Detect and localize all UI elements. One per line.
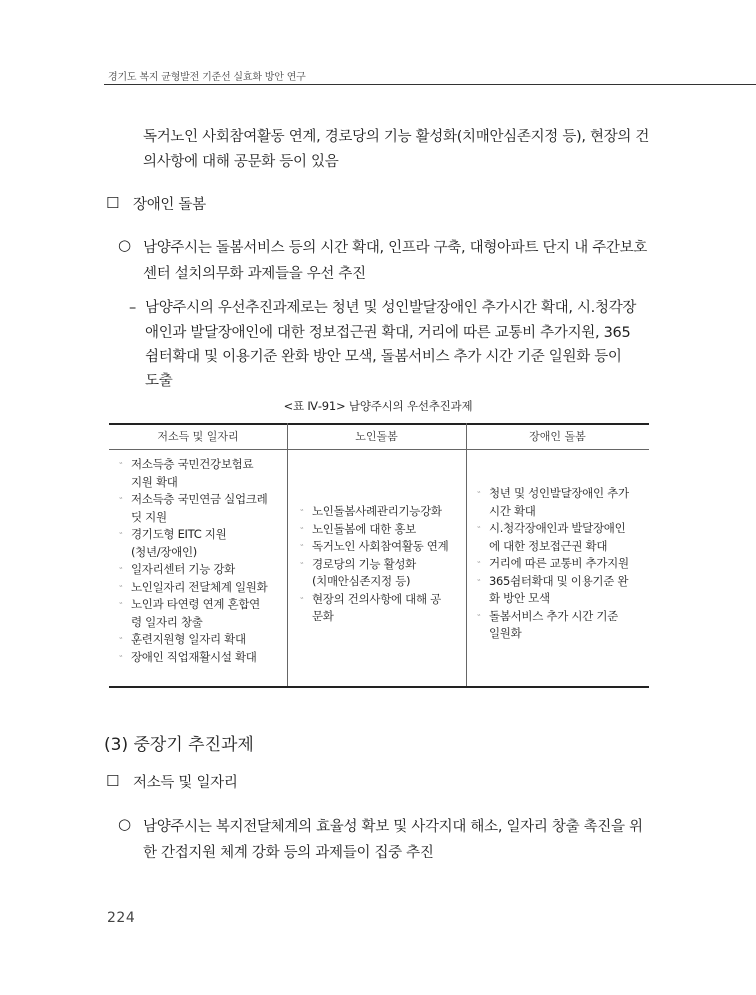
table-cell-line: 문화 — [312, 609, 334, 623]
bullet-mark-icon: ᆢ — [298, 593, 305, 603]
table-cell-line: 딧 지원 — [131, 509, 167, 524]
table-cell-text: 노인돌봄사례관리기능강화 — [312, 504, 442, 518]
table-header-rule — [109, 449, 649, 450]
bullet-mark-icon: ᆢ — [475, 488, 482, 497]
table-cell-text: 저소득층 국민건강보험료 — [131, 457, 254, 471]
dash-bullet-icon: – — [129, 300, 136, 316]
table-cell-line — [475, 555, 629, 572]
table-cell-line — [117, 631, 246, 648]
table-cell-line: 화 방안 모색 — [489, 591, 550, 605]
table-cell-text: 시.청각장애인과 발달장애인 — [489, 521, 626, 535]
page-number: 224 — [107, 910, 136, 926]
section-heading-low-income: 저소득 및 일자리 — [133, 775, 238, 791]
table-top-rule — [109, 423, 649, 425]
table-cell-line — [298, 503, 442, 520]
bullet-mark-icon: ᆢ — [117, 529, 124, 538]
intro-line: 의사항에 대해 공문화 등이 있음 — [143, 154, 339, 170]
table-header-cell: 노인돌봄 — [355, 430, 398, 443]
paragraph-line: 센터 설치의무화 과제들을 우선 추진 — [143, 266, 366, 282]
table-cell-text: 장애인 직업재활시설 확대 — [131, 649, 257, 664]
table-caption: <표 Ⅳ-91> 남양주시의 우선추진과제 — [283, 399, 473, 413]
table-cell-line — [117, 526, 227, 543]
table-cell-line: 령 일자리 창출 — [131, 614, 203, 629]
paragraph-line: 남양주시는 복지전달체계의 효율성 확보 및 사각지대 해소, 일자리 창출 촉진을 위 — [143, 819, 643, 835]
paragraph-line: 애인과 발달장애인에 대한 정보접근권 확대, 거리에 따른 교통비 추가지원, 365 — [145, 325, 631, 341]
table-cell-text: 저소득층 국민연금 실업크레 — [131, 492, 268, 506]
table-cell-line: (치매안심존지정 등) — [312, 574, 411, 588]
section-title-midterm: (3) 중장기 추진과제 — [104, 735, 254, 755]
bullet-mark-icon: ᆢ — [117, 494, 124, 503]
table-cell-line — [117, 649, 257, 666]
bullet-mark-icon: ᆢ — [117, 599, 124, 608]
table-column-divider — [466, 423, 467, 686]
table-cell-line: (청년/장애인) — [131, 544, 197, 559]
table-cell-text: 돌봄서비스 추가 시간 기준 — [489, 608, 618, 623]
bullet-mark-icon: ᆢ — [298, 523, 305, 533]
bullet-mark-icon: ᆢ — [475, 575, 482, 585]
paragraph-line: 도출 — [145, 373, 173, 389]
table-cell-text: 경로당의 기능 활성화 — [312, 556, 416, 571]
bullet-mark-icon: ᆢ — [475, 610, 482, 620]
table-cell-line — [475, 520, 626, 537]
header-rule — [104, 84, 756, 85]
intro-line: 독거노인 사회참여활동 연계, 경로당의 기능 활성화(치매안심존지정 등), 현장의 건 — [143, 129, 650, 145]
paragraph-line: 한 간접지원 체계 강화 등의 과제들이 집중 추진 — [143, 845, 434, 861]
table-cell-line — [475, 608, 618, 625]
table-cell-line — [117, 491, 268, 508]
table-column-divider — [287, 423, 288, 686]
table-cell-text: 거리에 따른 교통비 추가지원 — [489, 556, 629, 570]
table-cell-line — [117, 579, 268, 596]
table-cell-line — [298, 556, 416, 573]
bullet-mark-icon: ᆢ — [298, 558, 305, 568]
table-cell-line — [117, 456, 254, 473]
table-cell-line — [298, 521, 416, 538]
circle-bullet-icon: ○ — [118, 236, 132, 254]
section-heading-disabled-care: 장애인 돌봄 — [133, 197, 206, 213]
paragraph-line: 남양주시는 돌봄서비스 등의 시간 확대, 인프라 구축, 대형아파트 단지 내 주간보호 — [143, 240, 648, 256]
table-cell-text: 365쉼터확대 및 이용기준 완 — [489, 573, 629, 588]
running-header: 경기도 복지 균형발전 기준선 실효화 방안 연구 — [108, 72, 306, 83]
table-cell-line: 에 대한 정보접근권 확대 — [489, 538, 608, 553]
table-cell-text: 노인과 타연령 연계 혼합연 — [131, 597, 260, 611]
table-cell-line — [475, 485, 629, 502]
table-cell-line — [298, 591, 441, 608]
table-cell-text: 일자리센터 기능 강화 — [131, 562, 235, 576]
table-cell-line: 지원 확대 — [131, 474, 178, 489]
table-cell-text: 청년 및 성인발달장애인 추가 — [489, 486, 629, 500]
table-cell-line: 일원화 — [489, 626, 522, 640]
table-cell-line — [117, 561, 235, 578]
square-bullet-icon: ☐ — [106, 194, 120, 212]
table-bottom-rule — [109, 686, 649, 688]
table-cell-text: 노인돌봄에 대한 홍보 — [312, 521, 416, 536]
bullet-mark-icon: ᆢ — [475, 558, 482, 567]
table-cell-line: 시간 확대 — [489, 503, 536, 518]
table-header-cell: 저소득 및 일자리 — [157, 430, 239, 443]
bullet-mark-icon: ᆢ — [475, 523, 482, 532]
bullet-mark-icon: ᆢ — [117, 581, 124, 591]
bullet-mark-icon: ᆢ — [117, 634, 124, 643]
bullet-mark-icon: ᆢ — [298, 506, 305, 515]
table-header-cell: 장애인 돌봄 — [529, 430, 586, 443]
table-cell-line — [117, 596, 260, 613]
paragraph-line: 쉼터확대 및 이용기준 완화 방안 모색, 돌봄서비스 추가 시간 기준 일원화 등이 — [145, 349, 622, 365]
table-cell-text: 현장의 건의사항에 대해 공 — [312, 591, 441, 606]
circle-bullet-icon: ○ — [118, 815, 132, 833]
table-cell-line — [298, 538, 449, 555]
table-cell-text: 경기도형 EITC 지원 — [131, 527, 227, 541]
table-cell-text: 노인일자리 전달체계 일원화 — [131, 579, 268, 594]
bullet-mark-icon: ᆢ — [298, 541, 305, 550]
table-cell-text: 훈련지원형 일자리 확대 — [131, 632, 246, 646]
square-bullet-icon: ☐ — [106, 772, 120, 790]
bullet-mark-icon: ᆢ — [117, 459, 124, 468]
table-cell-text: 독거노인 사회참여활동 연계 — [312, 539, 449, 553]
paragraph-line: 남양주시의 우선추진과제로는 청년 및 성인발달장애인 추가시간 확대, 시.청각장 — [145, 300, 637, 316]
table-cell-line — [475, 573, 629, 590]
bullet-mark-icon: ᆢ — [117, 651, 124, 661]
bullet-mark-icon: ᆢ — [117, 564, 124, 573]
